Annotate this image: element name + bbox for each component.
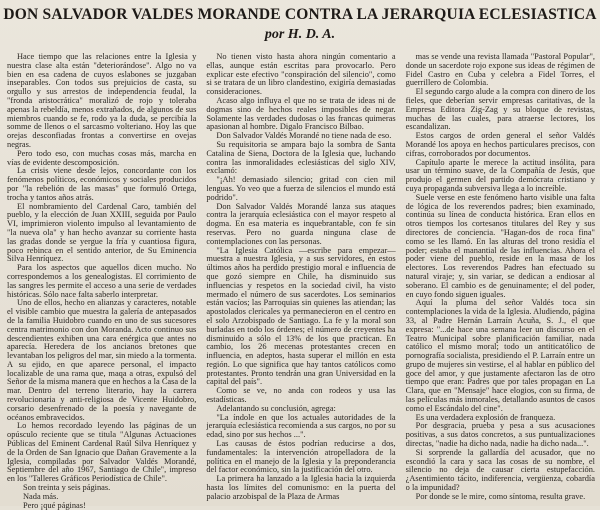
article-paragraph: Uno de ellos, hecho en alianzas y caracteres, notable el visible cambio que muestra la galería de antepasados de la familia Huidobro cuando en uno de sus sucesores centra matrimonio con don Moranda. Acto continuo sus descendientes exhiben una cara enérgica que antes no aparecía. Heredera de los ancianos bretones que levantaban los peligros del mar, sin miedo a la tormenta. A su ejido, en que aparece personal, el impacto localizable de una rama que, maqa a otras, expulsó del Señor de la misma manera que en hechos a la Casa de la mar. Dentro del terreno literario, hay la carrera revolucionaria y anti-religiosa de Vicente Huidobro, corsario desenfrenado de la poesía y navegante de océanos embravecidos.: [7, 298, 197, 422]
article-paragraph: Las causas de éstos podrían reducirse a dos, fundamentales: la intervención atropelladora de la política en el manejo de la Iglesia y la preponderancia del factor económico, sin la justificación del otro.: [206, 439, 396, 475]
article-paragraph: Lo hemos recordado leyendo las páginas de un opúsculo reciente que se titula "Algunas Actuaciones Públicas del Eminent Cardenal Raúl Silva Henríquez y de la Orden de San Ignacio que Dañan Gravemente a la Iglesia, compiladas por Salvador Valdés Morandé, Septiembre del año 1967, Santiago de Chile", impreso en los "Talleres Gráficos Periodística de Chile".: [7, 421, 197, 484]
article-paragraph: Por desgracia, prueba y pesa a sus acusaciones positivas, a sus datos concretos, a sus puntualizaciones directas, "nadie ha dicho nada, nadie ha dicho nada...".: [405, 421, 595, 449]
article-headline: DON SALVADOR VALDES MORANDE CONTRA LA JERARQUIA ECLESIASTICA: [3, 6, 597, 23]
article-paragraph: Su requisitoria se ampara bajo la sombra de Santa Catalina de Siena, Doctora de la Iglesia que, luchando contra las inmoralidades eclesiásticas del siglo XIV, exclamó:: [206, 139, 396, 176]
article-columns: [7, 52, 595, 510]
article-paragraph: El nombramiento del Cardenal Caro, también del pueblo, y la elección de Juan XXIII, seguida por Paulo VI, imprimieron violento impulso al levantamiento de "la nueva ola" y han hecho avanzar su corriente hasta las gradas donde se yergue la fría y cuantiosa figura, poco rebinca en el sentido anterior, de Su Eminencia Silva Henríquez.: [7, 201, 197, 264]
article-paragraph: Estos cargos de orden general el señor Valdés Morandé los apoya en hechos particulares precisos, con cifras, corroborados por documentos.: [405, 131, 595, 158]
article-paragraph: Son treinta y seis páginas.: [23, 483, 111, 493]
article-paragraph: "¡Ah! demasiado silencio; gritad con cien mil lenguas. Yo veo que a fuerza de silencios el mundo está podrido".: [206, 175, 396, 202]
article-paragraph: mas se vende una revista llamada "Pastoral Popular", donde un sacerdote rojo expone sus ideas de régimen de Fidel Castro en Cuba y celebra a Fidel Torres, el guerrillero de Colombia.: [405, 52, 595, 88]
article-paragraph: Hace tiempo que las relaciones entre la Iglesia y nuestra clase alta están "deteriorándose". Algo no va bien en esa cadena de cuyos eslabones se juzgaban inseparables. Con todos sus prejuicios de casta, su orgullo y sus arrestos de independencia feudal, la "fronda aristocrática" moralizó de rojo y toleraba apenas la rebeldía, menos extrañados, de algunos de sus miembros cuando se fe, rodo ya la duda, se percibía la somme de llenos o el sarcasmo volteriano. Hoy las que orejas desconfiadas frontas a convertirse en ovejas negras.: [7, 52, 197, 149]
article-paragraph: Por donde se le mire, como síntoma, resulta grave.: [415, 491, 586, 501]
article-paragraph: El segundo cargo alude a la compra con dinero de los fieles, que deberían servir empresas caritativas, de la Empresa Editora Zig-Zag y su bloque de revistas, muchas de las cuales, para atraerse lectores, los escandalizan.: [405, 87, 595, 132]
article-paragraph: Adelantando su conclusión, agrega:: [216, 403, 336, 413]
article-paragraph: Acaso algo influya el que no se trata de ideas ni de dogmas sino de hechos reales imposibles de negar. Solamente las verdades dudosas o las francas quimeras apasionan al hombre. Digalo Francisco Bilbao.: [206, 95, 396, 132]
article-paragraph: Aquí la pluma del señor Valdés toca sin contemplaciones la vida de la Iglesia. Aludiendo, página 33, al Padre Hernán Larraín Acuña, S. J., el que expresa: "...de hace una semana leer un discurso en el Teatro Municipal sobre planificación familiar, nada católico el mismo moral; todo un antiticatólico de pornografía socialista, presidiendo el P. Larraín entre un grupo de mujeres sin vestirse, el al hablar en público del goce del amor, y que justamente afectaron las de otro tiempo que eran: Padres que por tales propagan en La Clara, que en "Mensaje" hace elogios, con su firma, de las películas más inmorales, detallando asuntos de casos como el Escándalo del cine".: [405, 298, 595, 413]
article-paragraph: Don Salvador Valdés Morandé lanza sus ataques contra la jerarquía eclesiástica con el mayor respeto al dogma. En esa materia es inquebrantable, con fe sin reservas. Pero no guarda ninguna clase de contemplaciones con las personas.: [206, 201, 396, 246]
article-paragraph: Como se ve, no anda con rodeos y usa las estadísticas.: [206, 386, 396, 405]
article-column-3: [406, 53, 595, 503]
article-paragraph: Pero ¡qué páginas!: [23, 500, 86, 510]
article-paragraph: La crisis viene desde lejos, concordante con los fenómenos políticos, económicos y sociales producidos por "la rebelión de las masas" que formuló Ortega, trocha y tantos años atrás.: [7, 166, 197, 202]
article-paragraph: Don Salvador Valdés Morandé no tiene nada de eso.: [216, 131, 392, 141]
article-paragraph: Nada más.: [23, 491, 59, 501]
article-paragraph: Suele verse en este fenómeno harto visible una falta de lógica de los reverendos padres; bien examinado, continúa su línea de conducta histórica. Eran ellos en otros tiempos los cortesanos titulares del Rey y sus directores de conciencia. "Hagan-dos de roca fina" como se les llamó. En las alturas del trono residía el poder; estaba el manantial de las influencias. Ahora el poder viene del pueblo, reside en la masa de los electores. Los reverendos Padres han efectuado su natural viraje; y, sin variar, se dedican a endiosar al soberano. El cambio es de genuinamente; el del poder, en cuyo fondo siguen iguales.: [405, 192, 595, 299]
article-paragraph: Capítulo aparte le merece la actitud insólita, para usar un término suave, de la Compañía de Jesús, que produjo el germen del partido demócrata cristiano y cuya propaganda subversiva llega a lo increíble.: [405, 157, 595, 193]
article-paragraph: "La índole en que los actuales autoridades de la jerarquía eclesiástica recomienda a sus cargos, no por su edad, sino por sus hechos ...".: [206, 412, 396, 440]
article-column-1: [7, 52, 197, 510]
article-paragraph: Pero todo eso, con muchas cosas más, marcha en vías de evidente descomposición.: [7, 148, 197, 167]
article-paragraph: Si sorprende la gallardía del acusador, que no escondió la cara y saca las cosas de su nombre, el silencio no deja de causar cierta estupefacción. ¿Asentimiento tácito, indiferencia, vergüenza, cobardía o la impunidad?: [405, 447, 595, 493]
article-paragraph: Es una verdadera explosión de franqueza.: [415, 412, 556, 422]
article-column-2: [206, 53, 395, 503]
article-paragraph: "La Iglesia Católica —escribe para empezar— muestra a nuestra Iglesia, y a sus servidores, en estos últimos años ha perdido prestigio moral e influencia de que gozó siempre en Chile, ha disminuido sus influencias y respetos en la sociedad civil, ha visto mermado el número de sus sacerdotes. Los seminarios están vacíos; las Parroquias sin quienes las atiendan; las apostolados clericales ya permanecieron en el centro en el solo Arzobispado de Santiago. La fe y la moral son burladas en todo los órdenes; el número de creyentes ha disminuido a sólo el 13% de los que practican. En cambio, los 26 mecenas protestantes crecen en influencia, en adeptos, hasta superar el millón en esta región. Lo que significa que hay tantos católicos como protestantes. Pronto tendrán una gran Universidad en la capital del país".: [206, 245, 396, 387]
article-paragraph: La primera ha lanzado a la Iglesia hacia la izquierda hasta los límites del comunismo: en la puerta del palacio arzobispal de la Plaza de Armas: [206, 474, 396, 501]
article-byline: por H. D. A.: [264, 27, 336, 42]
article-paragraph: Para los aspectos que aquellos dicen mucho. No correspondemos a los genealogistas. El corrimiento de las sangres les permite el acceso a una serie de verdades históricas. Sólo nace falta saberlo interpretar.: [7, 263, 197, 299]
article-paragraph: No tienen visto hasta ahora ningún comentario a ellas, aunque están escritas para provocarlo. Pero explicar este efectivo "conspiración del silencio", como si se tratara de un libro clandestino, exigiría demasiadas consideraciones.: [206, 52, 396, 97]
